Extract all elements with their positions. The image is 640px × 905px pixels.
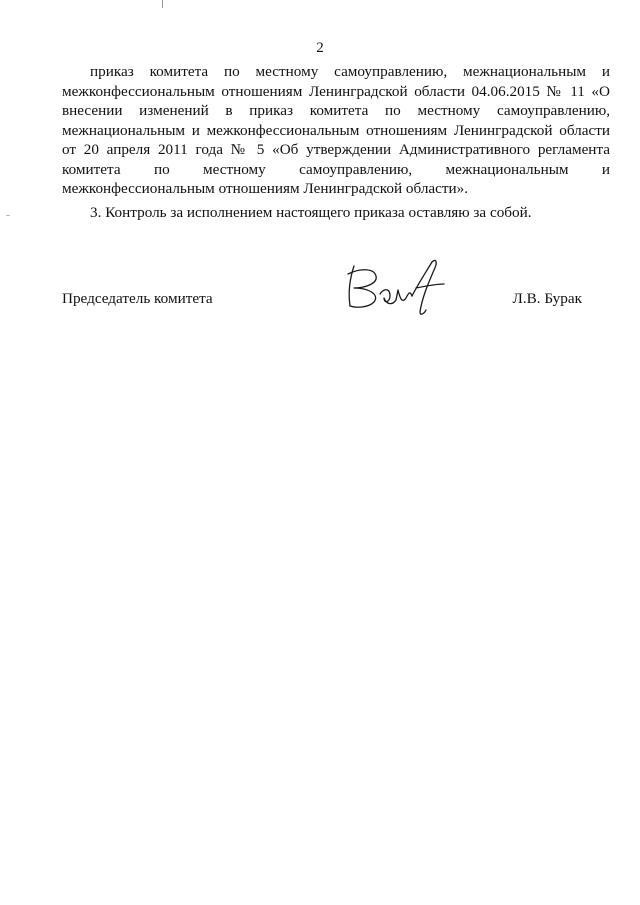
scan-artifact (162, 0, 163, 8)
page-number: 2 (316, 40, 324, 56)
signer-title: Председатель комитета (62, 290, 213, 307)
handwritten-signature (340, 254, 460, 324)
signer-name: Л.В. Бурак (512, 290, 582, 307)
paragraph-control-clause: 3. Контроль за исполнением настоящего приказа оставляю за собой. (90, 204, 532, 221)
signature-block (62, 290, 610, 314)
scan-artifact (6, 215, 10, 216)
paragraph-order-reference: приказ комитета по местному самоуправлению, межнациональным и межконфессиональным отношениям Ленинградской области 04.06.2015 № 11 «О внесении изменений в приказ комитета по местному самоуправлению, межнациональным и межконфессиональным отношениям Ленинградской области от 20 апреля 2011 года № 5 «Об утверждении Административного регламента комитета по местному самоуправлению, межнациональным и межконфессиональным отношениям Ленинградской области». (62, 63, 610, 197)
